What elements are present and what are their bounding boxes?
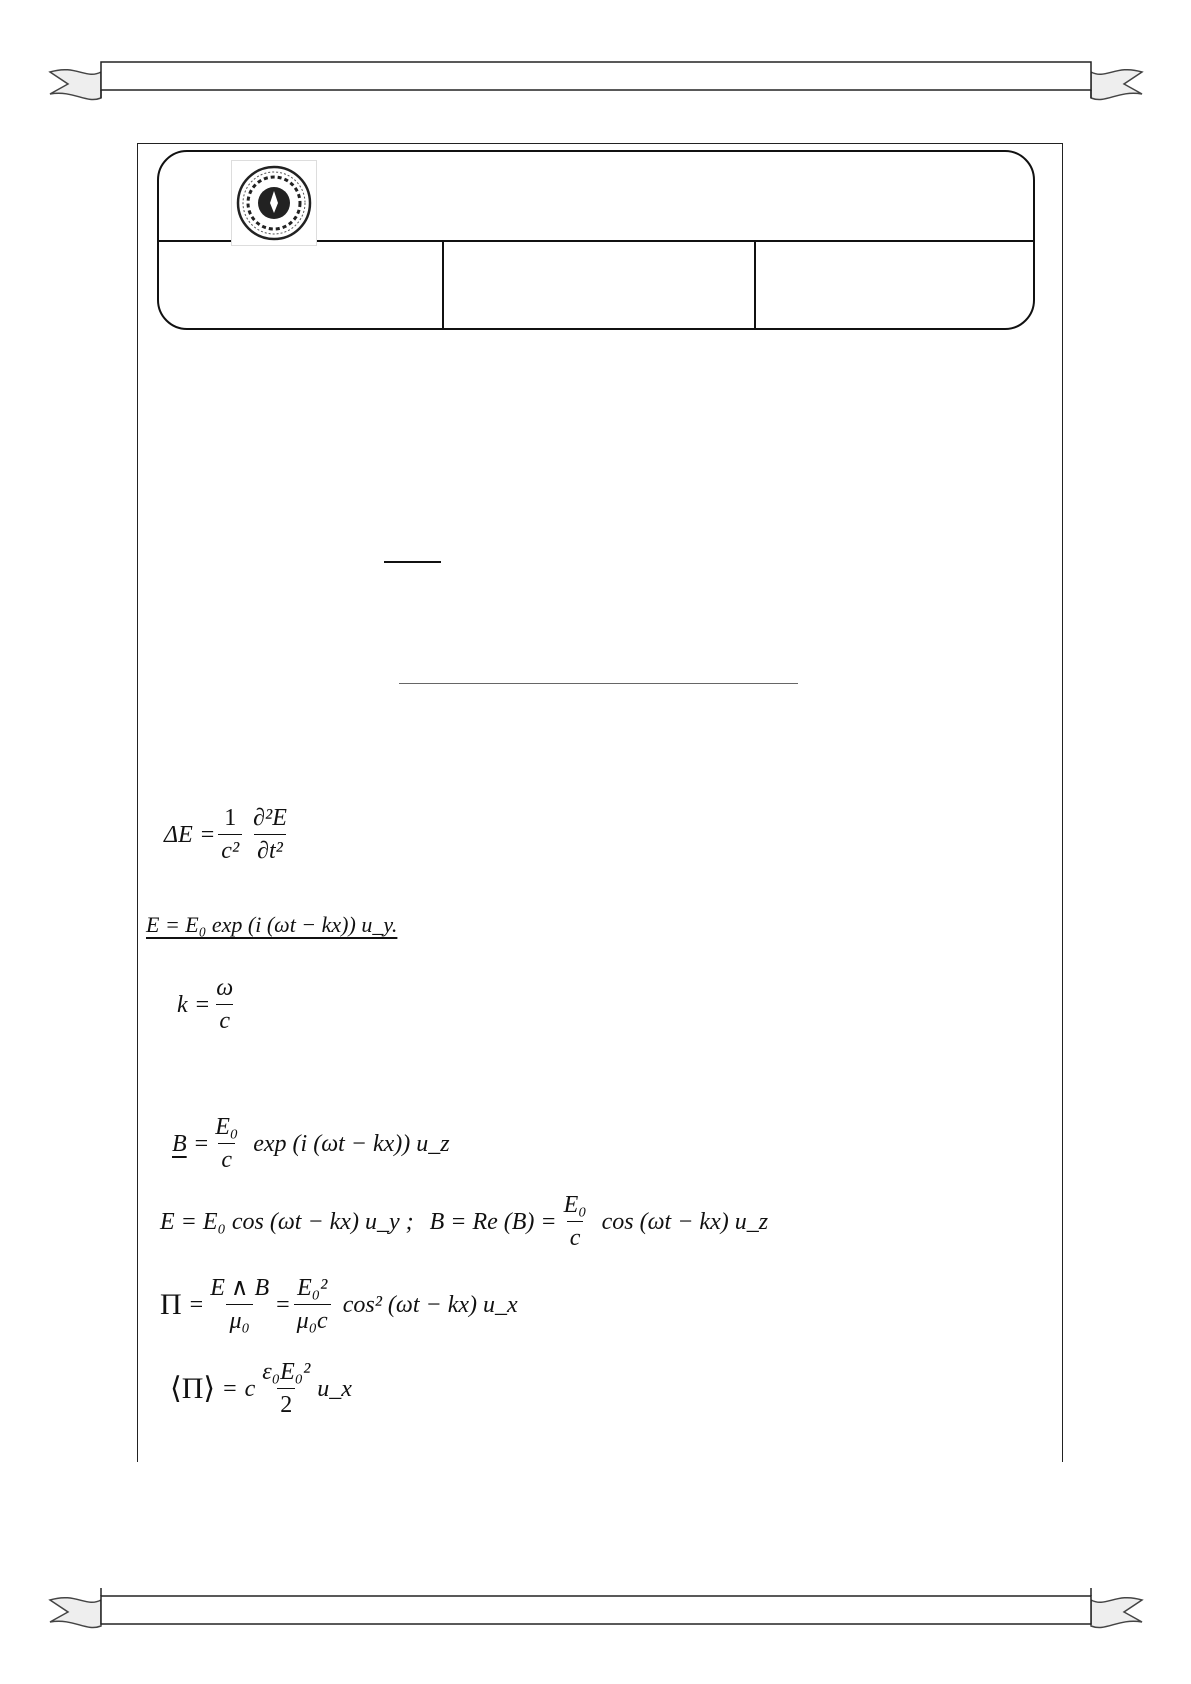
eq7-rest: u_x: [317, 1375, 352, 1402]
eq6-den1: μ₀: [226, 1304, 252, 1333]
eq6-num1: E ∧ B: [210, 1275, 270, 1301]
eq1-frac2: [250, 806, 290, 863]
eq7-frac: [259, 1360, 313, 1417]
eq6-rest: cos² (ωt − kx) u_x: [342, 1291, 518, 1318]
eq5-mid: B = Re (B) =: [429, 1208, 557, 1235]
header-title-row: [159, 152, 1033, 242]
eq1-op: =: [200, 821, 215, 848]
eq7-c: c: [244, 1375, 256, 1402]
eq6-num2: E₀²: [297, 1275, 328, 1301]
equation-wave: [164, 806, 294, 863]
eq1-num: 1: [224, 805, 237, 831]
eq6-frac1: [207, 1276, 272, 1333]
eq4-frac: [212, 1115, 241, 1172]
eq5-left: E = E₀ cos (ωt − kx) u_y ;: [160, 1208, 414, 1235]
eq5-frac: [561, 1193, 590, 1250]
university-logo: [231, 160, 317, 246]
bottom-banner: [46, 1582, 1146, 1638]
eq6-frac2: [294, 1276, 331, 1333]
header-box: [157, 150, 1035, 330]
eq1-frac1: [218, 806, 242, 863]
eq4-lhs: B: [172, 1130, 187, 1157]
eq7-den: 2: [277, 1388, 295, 1417]
eq6-den2: μ₀c: [294, 1304, 331, 1333]
short-rule: [384, 561, 441, 563]
eq7-num: ε₀E₀²: [262, 1359, 311, 1385]
eq1-lhs: ΔE: [164, 821, 193, 848]
equation-complex-e: [146, 914, 397, 936]
equation-real-fields: [160, 1193, 768, 1250]
equation-mean-poynting: ⟨Π⟩ = c $\frac{\text{ε₀E₀²}}{2}$ u_x: [170, 1359, 352, 1418]
long-rule: [399, 683, 798, 684]
eq3-num: ω: [216, 975, 234, 1001]
eq1-den2: ∂t²: [254, 834, 286, 863]
eq4-den: c: [218, 1143, 235, 1172]
eq3-lhs: k: [177, 991, 188, 1018]
eq5-den: c: [567, 1221, 584, 1250]
header-cell-right: [756, 242, 1035, 330]
header-cell-left: [159, 242, 444, 330]
content-frame: [137, 143, 1063, 1462]
header-cell-middle: [444, 242, 756, 330]
equation-k: [177, 976, 240, 1033]
eq3-den: c: [216, 1004, 233, 1033]
eq6-lhs: Π: [160, 1287, 182, 1321]
equation-poynting: Π = $\frac{E \wedge B}{\text{μ₀}}$ = $\frac{\text{E₀²}}{\text{μ₀c}}$ cos² (ωt − kx) u_x: [160, 1275, 518, 1334]
eq2-text: E = E₀ exp (i (ωt − kx)) u_y.: [146, 912, 398, 937]
eq3-op: =: [195, 991, 210, 1018]
equation-complex-b: B = $\frac{\text{E₀}}{c}$ exp (i (ωt − kx)) u_z: [172, 1114, 450, 1173]
eq7-lhs: ⟨Π⟩: [170, 1371, 216, 1405]
top-banner: [46, 54, 1146, 110]
eq5-num: E₀: [563, 1192, 587, 1218]
eq1-num2: ∂²E: [253, 805, 287, 831]
eq4-num: E₀: [215, 1114, 239, 1140]
eq3-frac: [213, 976, 236, 1033]
eq4-rest: exp (i (ωt − kx)) u_z: [253, 1130, 450, 1157]
eq5-rest: cos (ωt − kx) u_z: [601, 1208, 769, 1235]
eq1-den: c²: [218, 834, 242, 863]
